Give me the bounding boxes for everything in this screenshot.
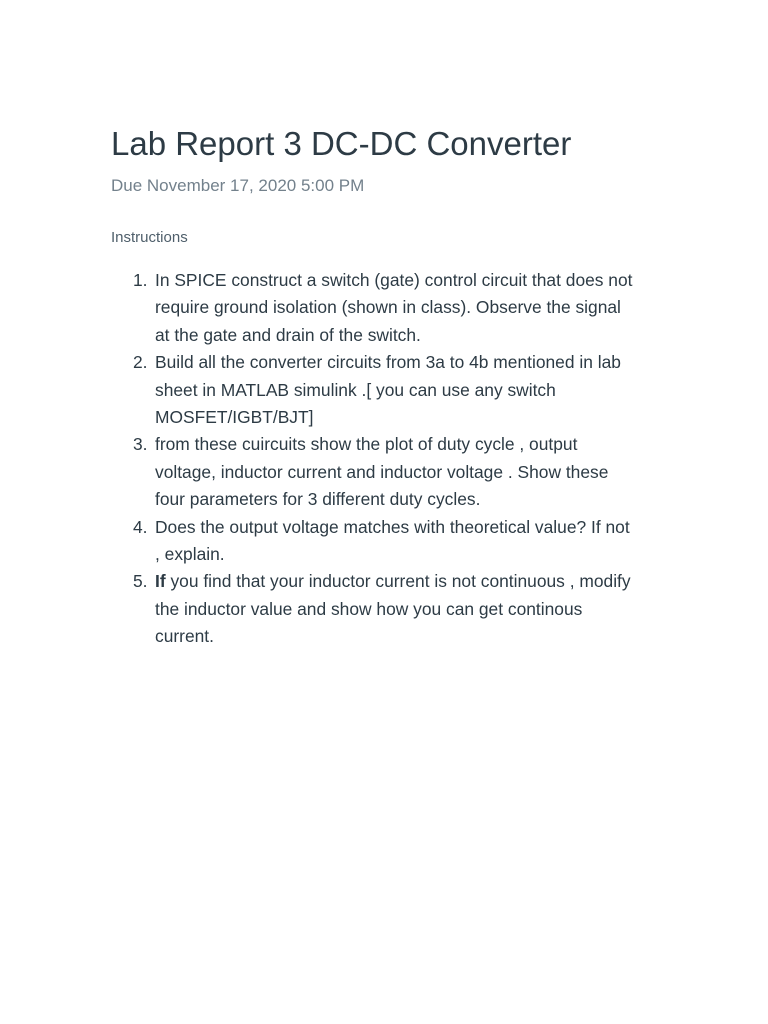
instruction-body: Does the output voltage matches with theoretical value? If not , explain. [155,516,630,565]
instruction-body: you find that your inductor current is not continuous , modify the inductor value and show how you can get continous current. [155,571,631,647]
instruction-body: from these cuircuits show the plot of duty cycle , output voltage, inductor current and inductor voltage . Show these four parameters for 3 different duty cycles. [155,434,609,510]
instruction-text [155,267,633,349]
instruction-item [133,431,633,513]
due-date: Due November 17, 2020 5:00 PM [111,176,365,195]
instruction-number: 3. [133,434,148,455]
instruction-text [155,568,633,650]
instruction-lead: If [155,571,166,592]
instruction-number: 4. [133,516,148,537]
instruction-item [133,349,633,431]
instructions-list [133,267,633,651]
page-title: Lab Report 3 DC-DC Converter [111,125,572,162]
instruction-text [155,349,633,431]
instruction-number: 5. [133,571,148,592]
instruction-text [155,431,633,513]
instruction-item [133,267,633,349]
instruction-item [133,568,633,650]
instruction-body: In SPICE construct a switch (gate) control circuit that does not require ground isolation (shown in class). Observe the signal at the gate and drain of the switch. [155,270,633,345]
instruction-text [155,514,633,569]
instruction-body: Build all the converter circuits from 3a to 4b mentioned in lab sheet in MATLAB simulink .[ you can use any switch MOSFET/IGBT/BJT] [155,352,621,428]
instruction-number: 2. [133,352,148,373]
instruction-number: 1. [133,270,148,290]
instructions-heading: Instructions [111,229,188,246]
instruction-item [133,514,633,569]
